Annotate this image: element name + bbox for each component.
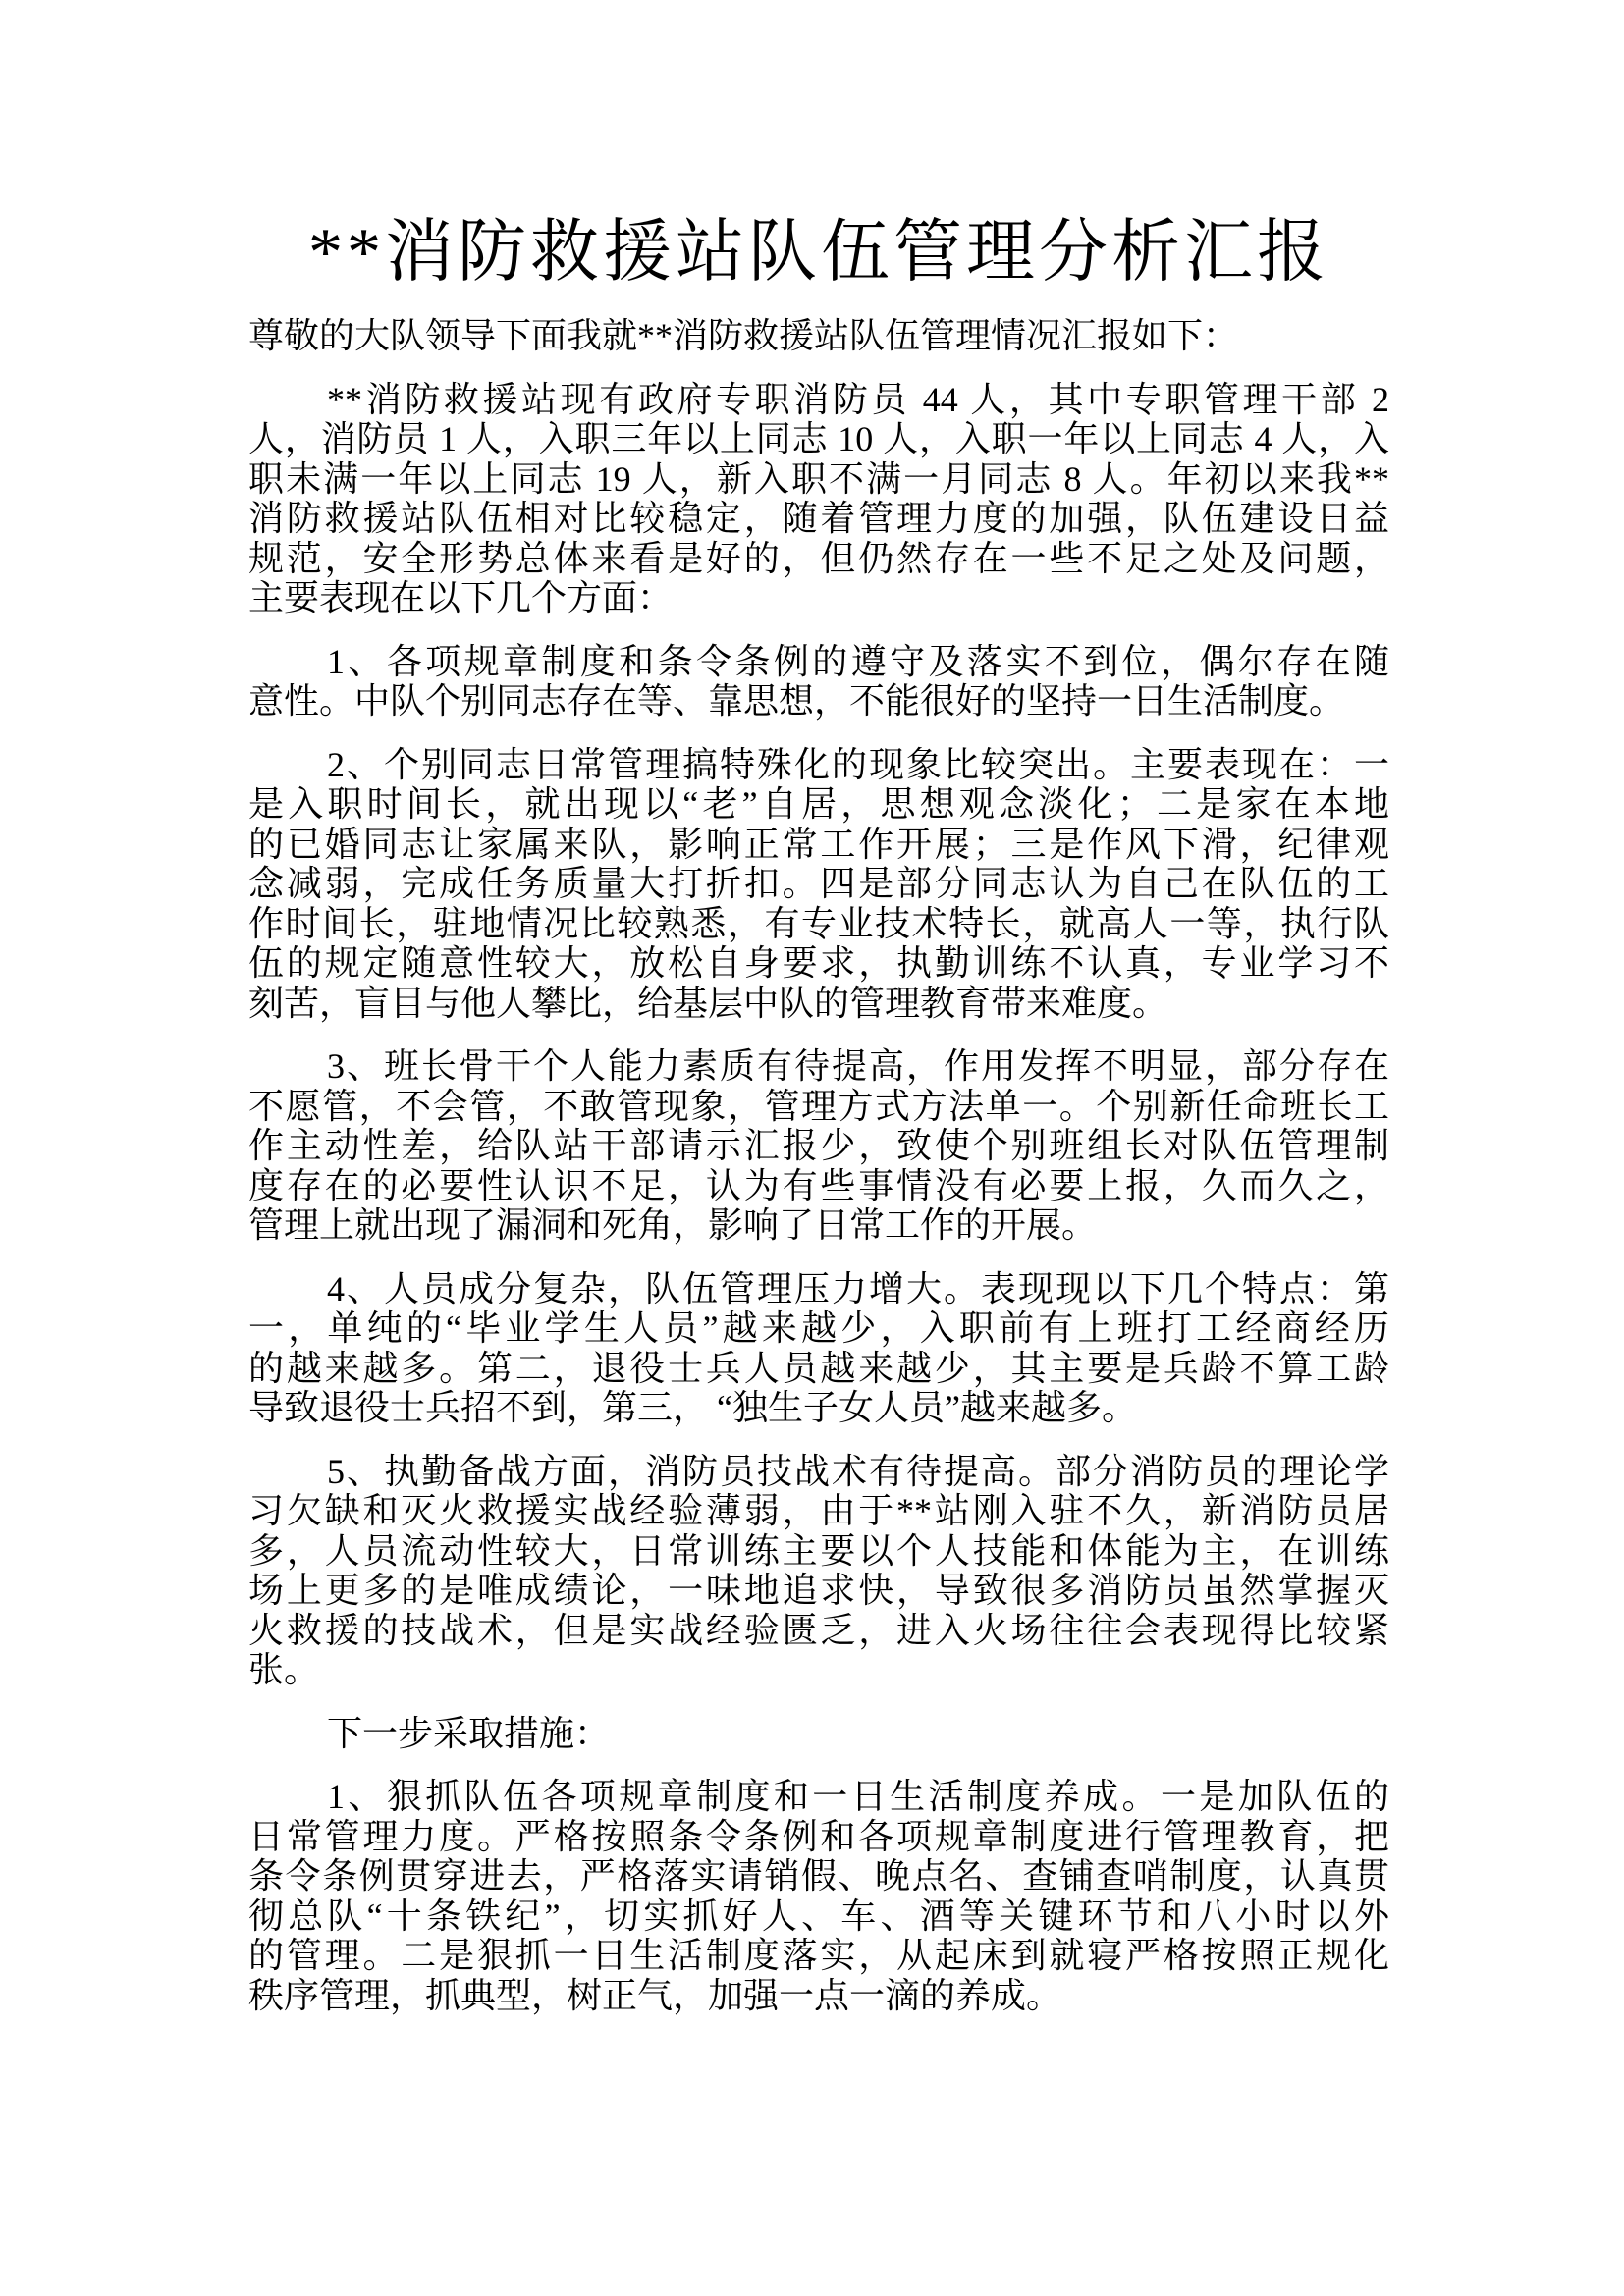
text-line: 5、执勤备战方面，消防员技战术有待提高。部分消防员的理论学 [327,1451,1389,1491]
text-line: 管理上就出现了漏洞和死角，影响了日常工作的开展。 [248,1205,1098,1245]
text-line: 规范，安全形势总体来看是好的，但仍然存在一些不足之处及问题， [248,538,1389,578]
text-line: 2、个别同志日常管理搞特殊化的现象比较突出。主要表现在：一 [327,744,1389,784]
text-line: 念减弱，完成任务质量大打折扣。四是部分同志认为自己在队伍的工 [248,864,1389,903]
text-line: 尊敬的大队领导下面我就**消防救援站队伍管理情况汇报如下： [248,316,1239,355]
paragraph [248,380,1389,618]
text-line: 导致退役士兵招不到，第三， “独生子女人员”越来越多。 [248,1388,1137,1427]
paragraph [248,1777,1389,2015]
paragraph [248,1452,1389,1690]
text-line: 的越来越多。第二，退役士兵人员越来越少，其主要是兵龄不算工龄 [248,1348,1389,1388]
paragraph [248,1269,1389,1428]
text-line: 是入职时间长，就出现以“老”自居，思想观念淡化；二是家在本地 [248,784,1389,824]
text-line: 彻总队“十条铁纪”，切实抓好人、车、酒等关键环节和八小时以外 [248,1896,1389,1936]
text-line: 度存在的必要性认识不足，认为有些事情没有必要上报，久而久之， [248,1165,1389,1205]
text-line: 伍的规定随意性较大，放松自身要求，执勤训练不认真，专业学习不 [248,943,1389,983]
text-line: 多，人员流动性较大，日常训练主要以个人技能和体能为主，在训练 [248,1530,1389,1571]
text-line: 火救援的技战术，但是实战经验匮乏，进入火场往往会表现得比较紧 [248,1610,1389,1650]
text-line: 的已婚同志让家属来队，影响正常工作开展；三是作风下滑，纪律观 [248,824,1389,864]
text-line: 作主动性差，给队站干部请示汇报少，致使个别班组长对队伍管理制 [248,1126,1389,1165]
salutation [248,316,1389,356]
text-line: 1、狠抓队伍各项规章制度和一日生活制度养成。一是加队伍的 [327,1777,1389,1816]
paragraph [248,1714,1389,1754]
text-line: 人，消防员 1 人，入职三年以上同志 10 人，入职一年以上同志 4 人，入 [248,419,1389,458]
text-line: 习欠缺和灭火救援实战经验薄弱，由于**站刚入驻不久，新消防员居 [248,1491,1389,1530]
text-line: 下一步采取措施： [327,1713,611,1753]
text-line: **消防救援站现有政府专职消防员 44 人，其中专职管理干部 2 [327,379,1389,419]
text-line: 作时间长，驻地情况比较熟悉，有专业技术特长，就高人一等，执行队 [248,903,1389,943]
text-line: 一，单纯的“毕业学生人员”越来越少，入职前有上班打工经商经历 [248,1308,1389,1348]
text-line: 3、班长骨干个人能力素质有待提高，作用发挥不明显，部分存在 [327,1046,1389,1086]
text-line: 秩序管理，抓典型，树正气，加强一点一滴的养成。 [248,1975,1062,2015]
text-line: 4、人员成分复杂，队伍管理压力增大。表现现以下几个特点：第 [327,1268,1389,1308]
text-line: 消防救援站队伍相对比较稳定，随着管理力度的加强，队伍建设日益 [248,499,1389,538]
text-line: 场上更多的是唯成绩论，一味地追求快，导致很多消防员虽然掌握灭 [248,1571,1389,1610]
text-line: 条令条例贯穿进去，严格落实请销假、晚点名、查铺查哨制度，认真贯 [248,1856,1389,1896]
text-line: 刻苦，盲目与他人攀比，给基层中队的管理教育带来难度。 [248,983,1168,1023]
text-line: 意性。中队个别同志存在等、靠思想，不能很好的坚持一日生活制度。 [248,681,1345,721]
text-line: 职未满一年以上同志 19 人，新入职不满一月同志 8 人。年初以来我** [248,458,1389,499]
paragraph [248,745,1389,1024]
text-line: 主要表现在以下几个方面： [248,578,674,617]
paragraph [248,1046,1389,1246]
document-page [248,209,1389,2039]
text-line: 张。 [248,1650,320,1689]
paragraph [248,642,1389,721]
text-line: 1、各项规章制度和条令条例的遵守及落实不到位，偶尔存在随 [327,641,1389,681]
text-line: 不愿管，不会管，不敢管现象，管理方式方法单一。个别新任命班长工 [248,1086,1389,1126]
document-title: **消防救援站队伍管理分析汇报 [308,215,1329,291]
text-line: 日常管理力度。严格按照条令条例和各项规章制度进行管理教育，把 [248,1816,1389,1856]
document-body [248,380,1389,2016]
text-line: 的管理。二是狠抓一日生活制度落实，从起床到就寝严格按照正规化 [248,1936,1389,1975]
